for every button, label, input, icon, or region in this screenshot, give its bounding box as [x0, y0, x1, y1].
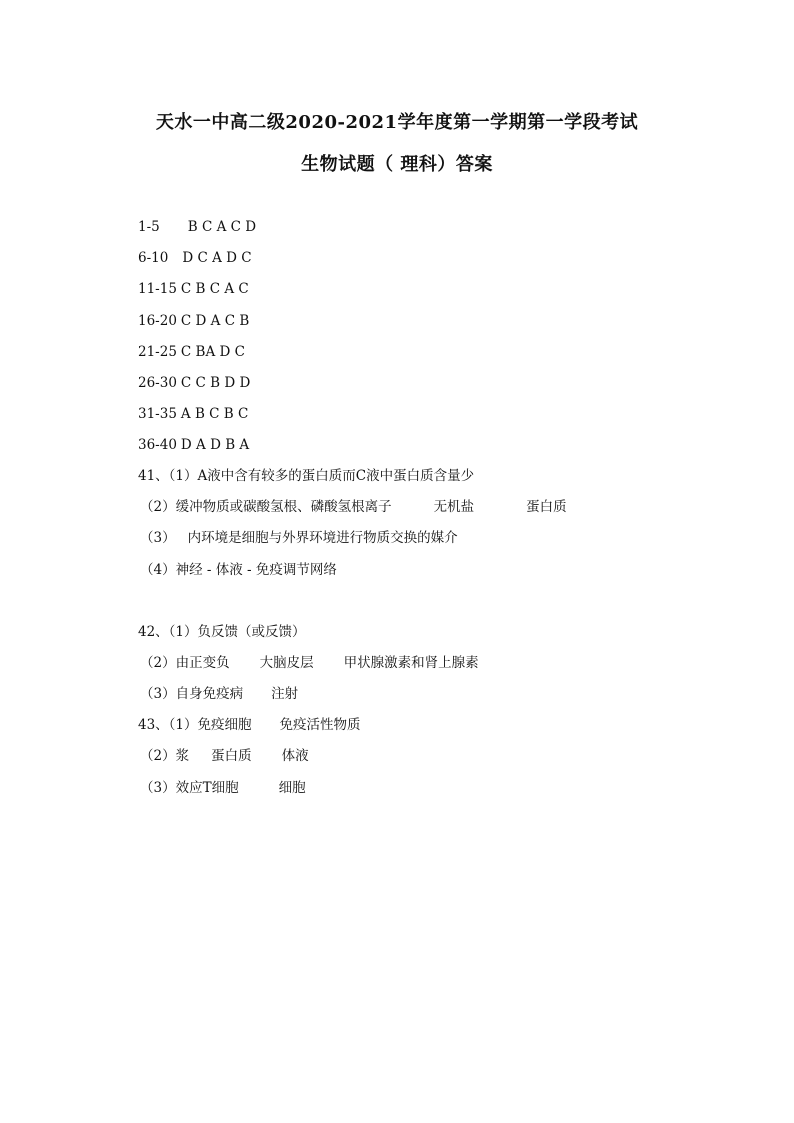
q41-p4-text: 神经 - 体液 - 免疫调节网络: [175, 562, 337, 578]
q41-p4-label: （4）: [140, 562, 176, 578]
q41-p3-label: （3）: [140, 530, 176, 546]
q41-p1-label: 41、（1）: [138, 468, 198, 484]
q41-part4: [140, 562, 337, 578]
page-subtitle: 生物试题（ 理科）答案: [301, 154, 493, 175]
mc-row-4: [138, 313, 249, 329]
q41-p2-a: 缓冲物质或碳酸氢根、磷酸氢根离子: [175, 499, 392, 515]
q43-p1-label: 43、（1）: [138, 717, 198, 733]
mc-answers: C D A C B: [180, 313, 250, 329]
q41-p2-label: （2）: [140, 499, 176, 515]
q42-p3-b: 注射: [271, 686, 299, 702]
mc-row-1: [138, 219, 256, 235]
q41-p1-text: A液中含有较多的蛋白质而C液中蛋白质含量少: [197, 468, 475, 484]
mc-range: 1-5: [138, 219, 160, 235]
q42-p3-label: （3）: [140, 686, 176, 702]
q43-p2-b: 蛋白质: [211, 748, 252, 764]
q42-part3: [140, 686, 298, 702]
mc-row-8: [138, 437, 249, 453]
mc-row-2: [138, 250, 252, 266]
mc-answers: C C B D D: [180, 375, 251, 391]
mc-answers: A B C B C: [180, 406, 249, 422]
mc-row-5: [138, 344, 245, 360]
q43-p2-c: 体液: [281, 748, 309, 764]
mc-row-7: [138, 406, 248, 422]
q41-p2-c: 蛋白质: [526, 499, 567, 515]
mc-row-3: [138, 281, 249, 297]
q41-part3: [140, 530, 458, 546]
q41-part1: [138, 468, 474, 484]
q43-p3-label: （3）: [140, 780, 176, 796]
mc-answers: D C A D C: [182, 250, 252, 266]
mc-answers: C B C A C: [180, 281, 249, 297]
mc-range: 26-30: [138, 375, 177, 391]
mc-answers: B C A C D: [187, 219, 257, 235]
mc-range: 16-20: [138, 313, 177, 329]
q42-p2-b: 大脑皮层: [259, 655, 314, 671]
q42-part2: [140, 655, 479, 671]
q43-part1: [138, 717, 361, 733]
mc-row-6: [138, 375, 250, 391]
q41-p3-text: 内环境是细胞与外界环境进行物质交换的媒介: [187, 530, 458, 546]
q43-p2-label: （2）: [140, 748, 176, 764]
mc-range: 6-10: [138, 250, 169, 266]
mc-answers: D A D B A: [180, 437, 250, 453]
mc-range: 36-40: [138, 437, 177, 453]
page-title: 天水一中高二级2020-2021学年度第一学期第一学段考试: [155, 112, 639, 133]
q43-p2-a: 浆: [175, 748, 190, 764]
q43-p3-b: 细胞: [278, 780, 306, 796]
mc-answers: C BA D C: [180, 344, 245, 360]
q41-p2-b: 无机盐: [433, 499, 475, 515]
q42-p2-a: 由正变负: [175, 655, 230, 671]
q42-p3-a: 自身免疫病: [175, 686, 244, 702]
mc-range: 31-35: [138, 406, 177, 422]
q41-part2: [140, 499, 567, 515]
mc-range: 11-15: [138, 281, 177, 297]
q42-p1-label: 42、（1）: [138, 624, 198, 640]
mc-range: 21-25: [138, 344, 177, 360]
q43-p1-a: 免疫细胞: [197, 717, 252, 733]
q43-part3: [140, 780, 306, 796]
q43-p3-a: 效应T细胞: [175, 780, 239, 796]
q42-p2-label: （2）: [140, 655, 176, 671]
q42-p1-text: 负反馈（或反馈）: [197, 624, 306, 640]
q42-p2-c: 甲状腺激素和肾上腺素: [343, 655, 479, 671]
q42-part1: [138, 624, 306, 640]
q43-p1-b: 免疫活性物质: [279, 717, 361, 733]
q43-part2: [140, 748, 309, 764]
